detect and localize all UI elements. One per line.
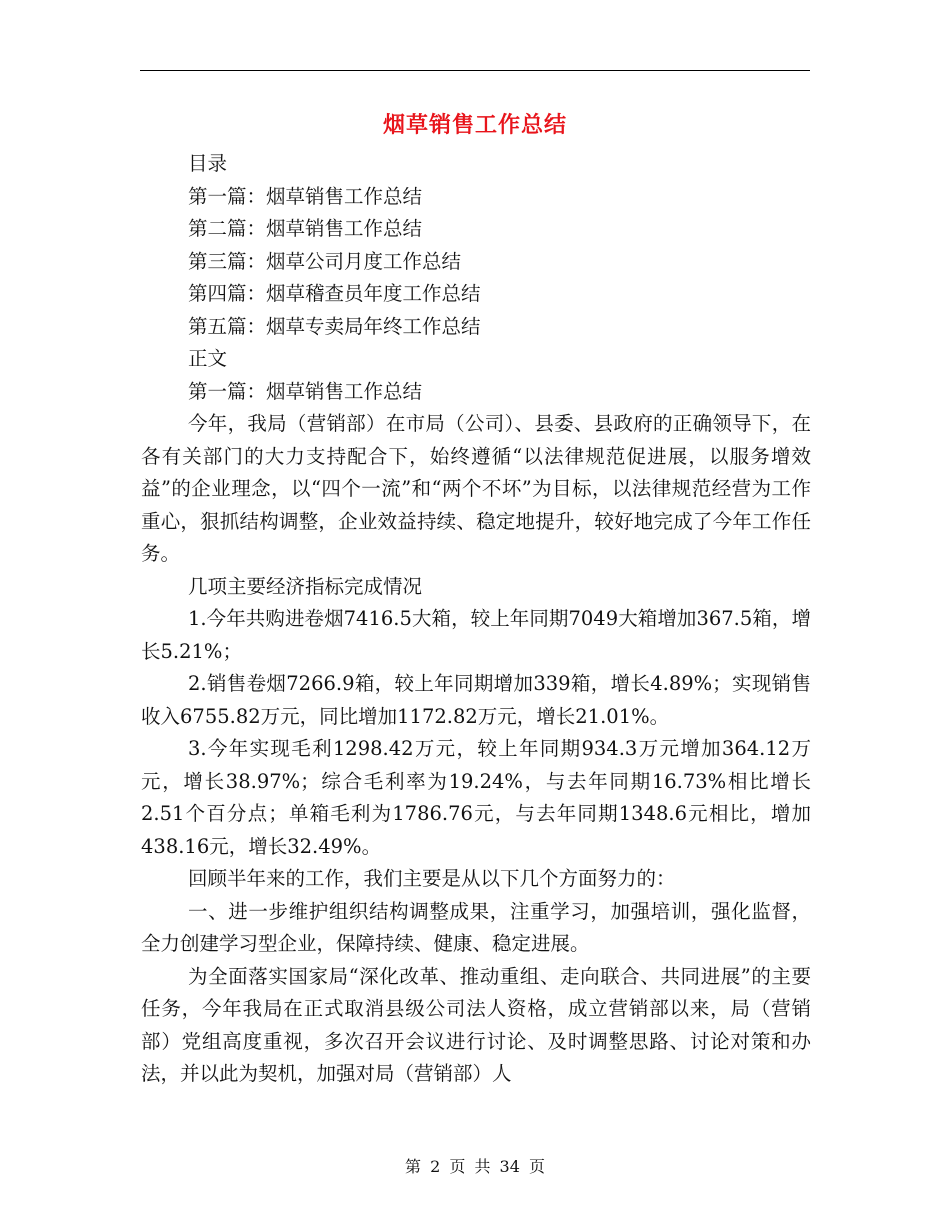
toc-item-2: 第二篇：烟草销售工作总结 xyxy=(188,217,423,240)
toc-heading: 目录 xyxy=(188,152,228,175)
toc-item-3: 第三篇：烟草公司月度工作总结 xyxy=(188,249,462,273)
chapter-title: 第一篇：烟草销售工作总结 xyxy=(188,379,423,403)
paragraph-intro: 今年，我局（营销部）在市局（公司）、县委、县政府的正确领导下，在各有关部门的大力支持配合下，始终遵循“以法律规范促进展，以服务增效益”的企业理念，以“四个一流”和“两个不坏”为目标，以法律规范经营为工作重心，狠抓结构调整，企业效益持续、稳定地提升，较好地完成了今年工作任务。 xyxy=(141,412,811,565)
toc-item-5: 第五篇：烟草专卖局年终工作总结 xyxy=(188,314,481,338)
paragraph-gross-profit: 3.今年实现毛利1298.42万元，较上年同期934.3万元增加364.12万元，增长38.97%；综合毛利率为19.24%，与去年同期16.73%相比增长2.51个百分点；单箱毛利为1786.76元，与去年同期1348.6元相比，增加438.16元，增长32.49%。 xyxy=(141,737,811,858)
paragraph-sales: 2.销售卷烟7266.9箱，较上年同期增加339箱，增长4.89%；实现销售收入6755.82万元，同比增加1172.82万元，增长21.01%。 xyxy=(141,672,811,728)
document-body xyxy=(141,148,811,1091)
page-number-footer: 第 2 页 共 34 页 xyxy=(405,1157,545,1176)
paragraph-indicators-heading: 几项主要经济指标完成情况 xyxy=(188,574,423,598)
paragraph-section-one: 一、进一步维护组织结构调整成果，注重学习，加强培训，强化监督，全力创建学习型企业，保障持续、健康、稳定进展。 xyxy=(141,899,811,955)
toc-item-1: 第一篇：烟草销售工作总结 xyxy=(188,184,423,208)
paragraph-implementation: 为全面落实国家局“深化改革、推动重组、走向联合、共同进展”的主要任务，今年我局在正式取消县级公司法人资格，成立营销部以来，局（营销部）党组高度重视，多次召开会议进行讨论、及时调整思路、讨论对策和办法，并以此为契机，加强对局（营销部）人 xyxy=(141,964,811,1085)
header-rule xyxy=(140,70,810,71)
document-title: 烟草销售工作总结 xyxy=(382,113,567,138)
paragraph-review: 回顾半年来的工作，我们主要是从以下几个方面努力的： xyxy=(188,867,676,890)
toc-item-4: 第四篇：烟草稽查员年度工作总结 xyxy=(188,282,481,305)
paragraph-purchase: 1.今年共购进卷烟7416.5大箱，较上年同期7049大箱增加367.5箱，增长5.21%； xyxy=(141,607,811,663)
body-heading: 正文 xyxy=(188,347,228,370)
